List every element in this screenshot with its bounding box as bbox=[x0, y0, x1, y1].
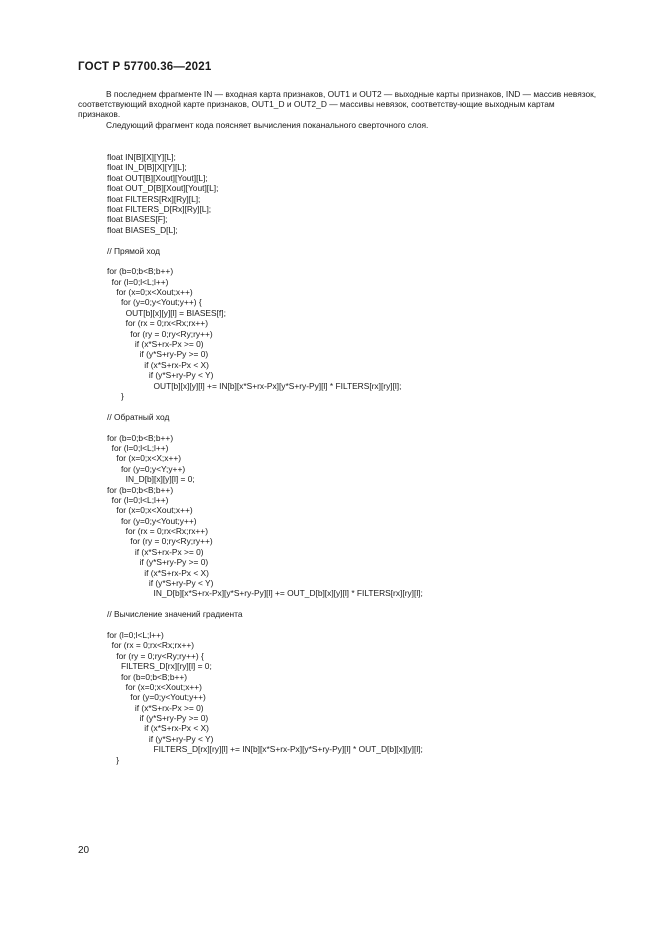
code-line: if (x*S+rx-Px < X) bbox=[107, 359, 209, 370]
code-line: float FILTERS_D[Rx][Ry][L]; bbox=[107, 203, 212, 214]
code-line: for (b=0;b<B;b++) bbox=[107, 484, 174, 495]
code-line: IN_D[b][x][y][l] = 0; bbox=[107, 474, 195, 485]
code-line: for (y=0;y<Yout;y++) bbox=[107, 515, 197, 526]
code-line: IN_D[b][x*S+rx-Px][y*S+ry-Py][l] += OUT_D[b][x][y][l] * FILTERS[rx][ry][l]; bbox=[107, 588, 423, 599]
code-line: for (y=0;y<Yout;y++) bbox=[107, 692, 206, 703]
code-line: for (ry = 0;ry<Ry;ry++) bbox=[107, 328, 213, 339]
code-line bbox=[107, 235, 627, 245]
code-line: if (y*S+ry-Py < Y) bbox=[107, 733, 214, 744]
code-line bbox=[107, 620, 627, 630]
code-line: for (y=0;y<Yout;y++) { bbox=[107, 297, 202, 308]
code-line: for (x=0;x<Xout;x++) bbox=[107, 287, 193, 298]
intro-paragraph: Следующий фрагмент кода поясняет вычисления поканального сверточного слоя. bbox=[106, 119, 429, 130]
code-line: for (ry = 0;ry<Ry;ry++) { bbox=[107, 650, 204, 661]
code-line: FILTERS_D[rx][ry][l] += IN[b][x*S+rx-Px][y*S+ry-Py][l] * OUT_D[b][x][y][l]; bbox=[107, 744, 423, 755]
code-line bbox=[107, 599, 627, 609]
code-line: for (rx = 0;rx<Rx;rx++) bbox=[107, 318, 208, 329]
code-line: // Прямой ход bbox=[107, 245, 160, 256]
code-line: if (y*S+ry-Py < Y) bbox=[107, 370, 214, 381]
code-line: if (x*S+rx-Px >= 0) bbox=[107, 339, 204, 350]
code-line: } bbox=[107, 754, 120, 765]
page-number: 20 bbox=[78, 845, 90, 856]
code-line: for (l=0;l<L;l++) bbox=[107, 629, 164, 640]
code-line: FILTERS_D[rx][ry][l] = 0; bbox=[107, 661, 212, 672]
code-line: float OUT_D[B][Xout][Yout][L]; bbox=[107, 183, 219, 194]
code-line bbox=[107, 422, 627, 432]
code-line: } bbox=[107, 390, 124, 401]
code-line: float OUT[B][Xout][Yout][L]; bbox=[107, 172, 208, 183]
code-line: for (y=0;y<Y;y++) bbox=[107, 463, 186, 474]
code-line: for (b=0;b<B;b++) bbox=[107, 671, 188, 682]
code-line: for (l=0;l<L;l++) bbox=[107, 276, 169, 287]
code-line: for (b=0;b<B;b++) bbox=[107, 266, 174, 277]
code-line: if (x*S+rx-Px >= 0) bbox=[107, 546, 204, 557]
code-line: if (y*S+ry-Py >= 0) bbox=[107, 713, 209, 724]
code-line: // Вычисление значений градиента bbox=[107, 609, 243, 620]
code-line: float BIASES_D[L]; bbox=[107, 224, 178, 235]
code-line: if (x*S+rx-Px < X) bbox=[107, 723, 209, 734]
code-line: for (x=0;x<X;x++) bbox=[107, 453, 182, 464]
code-line: float FILTERS[Rx][Ry][L]; bbox=[107, 193, 201, 204]
code-line: OUT[b][x][y][l] += IN[b][x*S+rx-Px][y*S+ry-Py][l] * FILTERS[rx][ry][l]; bbox=[107, 380, 402, 391]
code-line: if (y*S+ry-Py < Y) bbox=[107, 578, 214, 589]
code-line: float IN_D[B][X][Y][L]; bbox=[107, 162, 187, 173]
code-line bbox=[107, 401, 627, 411]
code-line: for (rx = 0;rx<Rx;rx++) bbox=[107, 640, 195, 651]
code-line: for (x=0;x<Xout;x++) bbox=[107, 505, 193, 516]
code-line: float IN[B][X][Y][L]; bbox=[107, 152, 176, 162]
code-line: for (l=0;l<L;l++) bbox=[107, 442, 169, 453]
code-line: for (l=0;l<L;l++) bbox=[107, 494, 169, 505]
code-line bbox=[107, 256, 627, 266]
intro-text bbox=[78, 89, 598, 130]
code-line: OUT[b][x][y][l] = BIASES[f]; bbox=[107, 307, 226, 318]
code-line: if (x*S+rx-Px < X) bbox=[107, 567, 209, 578]
code-line: if (x*S+rx-Px >= 0) bbox=[107, 702, 204, 713]
code-line: for (ry = 0;ry<Ry;ry++) bbox=[107, 536, 213, 547]
code-line: float BIASES[F]; bbox=[107, 214, 168, 225]
code-line: if (y*S+ry-Py >= 0) bbox=[107, 557, 209, 568]
code-line: if (y*S+ry-Py >= 0) bbox=[107, 349, 209, 360]
code-line: // Обратный ход bbox=[107, 411, 170, 422]
code-line: for (b=0;b<B;b++) bbox=[107, 432, 174, 443]
document-header: ГОСТ Р 57700.36—2021 bbox=[78, 61, 212, 73]
intro-paragraph: В последнем фрагменте IN — входная карта признаков, OUT1 и OUT2 — выходные карты признаков, IND — массив невязок, соответствующий входной карте признаков, OUT1_D и OUT2_D — массивы невязок, соответству-ющие выходным картам признаков. bbox=[78, 89, 597, 120]
code-block bbox=[107, 152, 627, 765]
code-line: for (rx = 0;rx<Rx;rx++) bbox=[107, 526, 208, 537]
code-line: for (x=0;x<Xout;x++) bbox=[107, 681, 202, 692]
